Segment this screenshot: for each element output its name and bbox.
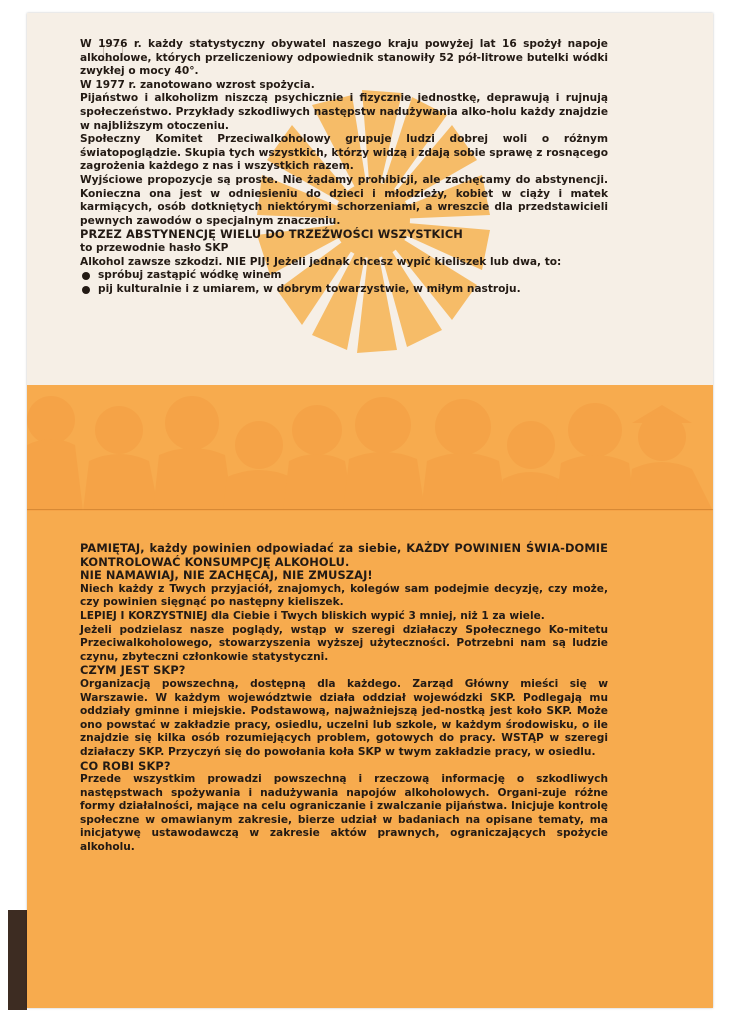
remember-heading: PAMIĘTAJ, każdy powinien odpowiadać za siebie, KAŻDY POWINIEN ŚWIA-DOMIE KONTROLOWAĆ KONSUMPCJĘ ALKOHOLU. [80,541,608,569]
no-urging-heading: NIE NAMAWIAJ, NIE ZACHĘCAJ, NIE ZMUSZAJ! [80,568,373,583]
crowd-silhouettes [27,385,713,511]
binding-edge [8,910,27,1010]
paragraph-consumption-1977: W 1977 r. zanotowano wzrost spożycia. [80,78,315,91]
paragraph-proposals: Wyjściowe propozycje są proste. Nie żądamy prohibicji, ale zachęcamy do abstynencji. Konieczna ona jest w odniesieniu do dzieci i młodzieży, kobiet w ciąży i matek karmiących, osób dotkniętych niektórymi schorzeniami, a wreszcie dla przedstawicieli pewnych zawodów o specjalnym znaczeniu. [80,173,608,227]
slogan-note: to przewodnie hasło SKP [80,241,229,254]
advice-text: Alkohol zawsze szkodzi. NIE PIJ! Jeżeli jednak chcesz wypić kieliszek lub dwa, to: [80,255,562,268]
what-skp-does-text: Przede wszystkim prowadzi powszechną i rzeczową informację o szkodliwych następstwach spożywania i nadużywania napojów alkoholowych. Organi-zuje różne formy działalności, mające na celu ograniczanie i zwalczanie pijaństwa. Inicjuje kontrolę społeczne w omawianym zakresie, bierze udział w badaniach na opisane tematy, ma inicjatywę ustawodawczą w zakresie aktów prawnych, ograniczających spożycie alkoholu. [80,773,608,854]
heading-what-is-skp: CZYM JEST SKP? [80,663,186,678]
slogan-heading: PRZEZ ABSTYNENCJĘ WIELU DO TRZEŹWOŚCI WSZYSTKICH [80,227,463,242]
join-text: Jeżeli podzielasz nasze poglądy, wstąp w szeregi działaczy Społecznego Ko-mitetu Przeciwalkoholowego, stowarzyszenia wyższej użyteczności. Potrzebni nam są ludzie czynu, zbyteczni członkowie statystyczni. [80,623,608,663]
heading-what-skp-does: CO ROBI SKP? [80,758,171,773]
lower-text-block [80,542,608,855]
list-item: pij kulturalnie i z umiarem, w dobrym towarzystwie, w miłym nastroju. [80,283,608,297]
decision-text: Niech każdy z Twych przyjaciół, znajomych, kolegów sam podejmie decyzję, czy może, czy powinien sięgnąć po następny kieliszek. [80,582,608,609]
advice-list [80,269,608,296]
paragraph-alcoholism-harm: Pijaństwo i alkoholizm niszczą psychicznie i fizycznie jednostkę, deprawują i rujnują społeczeństwo. Przykłady szkodliwych następstw nadużywania alko-holu każdy znajdzie w najbliższym otoczeniu. [80,92,608,132]
what-is-skp-text: Organizacją powszechną, dostępną dla każdego. Zarząd Główny mieści się w Warszawie. W każdym województwie działa oddział wojewódzki SKP. Podlegają mu oddziały gminne i miejskie. Podstawową, najważniejszą jed-nostką jest koło SKP. Może ono powstać w zakładzie pracy, osiedlu, uczelni lub szkole, w każdym środowisku, o ile znajdzie się kilka osób rozumiejących problem, gotowych do pracy. WSTĄP w szeregi działaczy SKP. Przyczyń się do powołania koła SKP w twym zakładzie pracy, w osiedlu. [80,677,608,758]
list-item: spróbuj zastąpić wódkę winem [80,269,608,283]
upper-text-block [80,38,608,296]
paragraph-committee: Społeczny Komitet Przeciwalkoholowy grupuje ludzi dobrej woli o różnym światopoglądzie. Skupia tych wszystkich, którzy widzą i zdają sobie sprawę z rosnącego zagrożenia każdego z nas i wszystkich razem. [80,133,608,173]
paragraph-consumption-1976: W 1976 r. każdy statystyczny obywatel naszego kraju powyżej lat 16 spożył napoje alkoholowe, których przeliczeniowy odpowiednik stanowiły 52 pół-litrowe butelki wódki zwykłej o mocy 40°. [80,38,608,78]
fold-line [27,509,713,510]
better-text: LEPIEJ I KORZYSTNIEJ dla Ciebie i Twych bliskich wypić 3 mniej, niż 1 za wiele. [80,609,545,622]
